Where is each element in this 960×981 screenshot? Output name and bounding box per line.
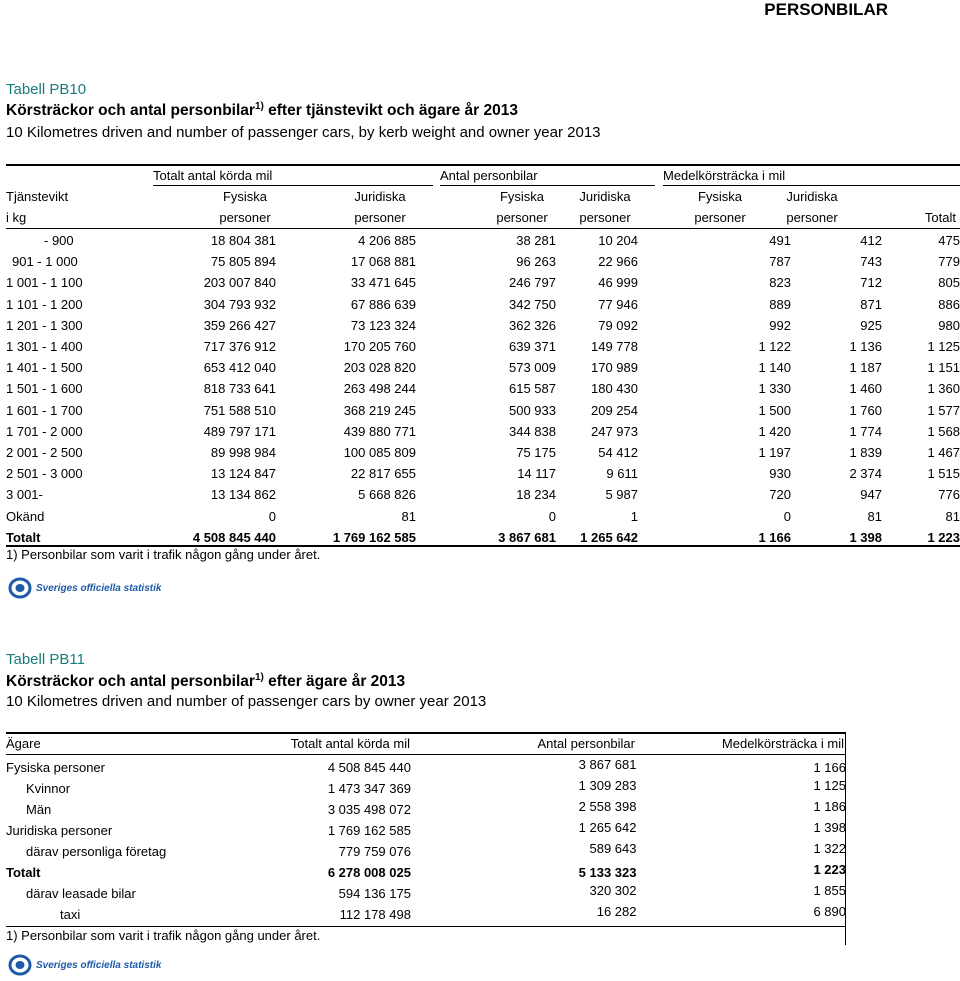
pb10-cell: 46 999 [598, 275, 638, 291]
pb10-cell: 1 760 [849, 402, 882, 418]
pb10-row-label: 1 201 - 1 300 [6, 317, 83, 333]
pb11-header-avg: Medelkörsträcka i mil [721, 736, 844, 751]
pb10-cell: 73 123 324 [350, 317, 416, 333]
pb10-total-cell: 1 223 [927, 529, 960, 545]
pb11-row-label: Fysiska personer [6, 760, 105, 775]
pb10-cell: 1 [630, 508, 638, 524]
pb10-cell: 776 [938, 487, 960, 503]
sos-logo-text: Sveriges officiella statistik [36, 582, 162, 594]
pb11-cell: 589 643 [589, 841, 637, 856]
pb11-cell: 1 166 [813, 760, 846, 775]
pb10-cell: 33 471 645 [350, 275, 416, 291]
pb10-group-header-1: Totalt antal körda mil [153, 168, 273, 183]
pb10-cell: 5 987 [605, 487, 638, 503]
pb11-cell: 1 855 [813, 883, 846, 898]
pb10-cell: 925 [860, 317, 882, 333]
pb10-top-rule [6, 164, 960, 166]
pb10-cell: 1 136 [849, 339, 882, 355]
pb10-cell: 170 205 760 [343, 339, 416, 355]
pb10-cell: 889 [769, 296, 791, 312]
pb10-cell: 79 092 [598, 317, 638, 333]
pb10-cell: 10 204 [598, 233, 638, 249]
pb10-cell: 489 797 171 [203, 423, 276, 439]
pb10-cell: 1 467 [927, 444, 960, 460]
pb10-col-top-2: Juridiska [354, 189, 406, 204]
pb10-cell: 75 805 894 [210, 254, 276, 270]
pb10-table [6, 230, 960, 548]
pb10-col-bottom-1: personer [219, 210, 271, 225]
pb10-row-label: 901 - 1 000 [12, 254, 78, 270]
pb11-heading-rest: efter ägare år 2013 [263, 673, 406, 691]
pb10-group-rule-2 [440, 185, 655, 186]
pb10-cell: 38 281 [516, 233, 556, 249]
table-row [6, 883, 846, 904]
pb11-cell: 2 558 398 [578, 799, 637, 814]
pb10-row-label: 3 001- [6, 487, 43, 503]
pb10-group-header-2: Antal personbilar [440, 168, 538, 183]
table-row [6, 357, 960, 378]
pb10-cell: 246 797 [509, 275, 556, 291]
pb11-top-rule [6, 732, 846, 734]
pb10-cell: 359 266 427 [203, 317, 276, 333]
pb10-cell: 22 817 655 [350, 466, 416, 482]
pb11-table [6, 757, 846, 925]
pb10-total-cell: 1 769 162 585 [332, 529, 416, 545]
pb10-col-bottom-2: personer [354, 210, 406, 225]
pb10-cell: 1 187 [849, 360, 882, 376]
pb10-heading-sup: 1) [254, 101, 264, 112]
pb11-footnote: 1) Personbilar som varit i trafik någon gång under året. [6, 928, 321, 943]
pb11-cell: 320 302 [589, 883, 637, 898]
table-row [6, 230, 960, 251]
sos-logo-icon [8, 577, 32, 599]
pb10-cell: 203 028 820 [343, 360, 416, 376]
pb10-cell: 96 263 [516, 254, 556, 270]
table-row [6, 251, 960, 272]
pb10-cell: 639 371 [509, 339, 556, 355]
pb11-cell: 6 278 008 025 [327, 865, 411, 880]
pb11-row-label: Kvinnor [26, 781, 71, 796]
pb10-cell: 304 793 932 [203, 296, 276, 312]
pb11-cell: 112 178 498 [339, 907, 411, 922]
pb10-cell: 751 588 510 [203, 402, 276, 418]
pb10-cell: 1 330 [758, 381, 791, 397]
pb10-cell: 18 234 [516, 487, 556, 503]
pb10-cell: 67 886 639 [350, 296, 416, 312]
pb11-cell: 1 473 347 369 [327, 781, 411, 796]
pb10-total-cell: 1 398 [849, 529, 882, 545]
pb11-cell: 6 890 [813, 904, 846, 919]
pb10-cell: 1 122 [758, 339, 791, 355]
pb10-cell: 75 175 [516, 444, 556, 460]
pb10-cell: 362 326 [509, 317, 556, 333]
pb11-cell: 5 133 323 [578, 865, 637, 880]
pb10-cell: 81 [867, 508, 882, 524]
pb10-cell: 1 360 [927, 381, 960, 397]
table-row [6, 400, 960, 421]
pb11-row-label: Män [26, 802, 52, 817]
pb11-header-owner: Ägare [6, 736, 41, 751]
pb11-row-label: taxi [60, 907, 81, 922]
table-row [6, 421, 960, 442]
pb11-header-rule [6, 754, 846, 755]
pb10-cell: 1 515 [927, 466, 960, 482]
pb10-cell: 0 [268, 508, 276, 524]
table-row [6, 315, 960, 336]
table-row [6, 904, 846, 925]
pb11-heading-sup: 1) [254, 672, 264, 683]
table-row [6, 463, 960, 484]
pb11-cell: 1 186 [813, 799, 846, 814]
pb10-col-top-5: Fysiska [697, 189, 743, 204]
table-row [6, 778, 846, 799]
pb10-cell: 5 668 826 [358, 487, 416, 503]
pb11-cell: 1 223 [813, 862, 846, 877]
pb10-cell: 712 [860, 275, 882, 291]
pb10-total-cell: 1 265 642 [580, 529, 638, 545]
pb10-row-header-2: i kg [6, 210, 27, 225]
pb10-cell: 170 989 [591, 360, 638, 376]
pb10-group-header-3: Medelkörsträcka i mil [663, 168, 786, 183]
pb10-cell: 947 [860, 487, 882, 503]
pb10-cell: 980 [938, 317, 960, 333]
pb10-col-top-6: Juridiska [786, 189, 838, 204]
pb10-cell: 871 [860, 296, 882, 312]
pb10-cell: 717 376 912 [203, 339, 276, 355]
pb10-row-label: 1 501 - 1 600 [6, 381, 83, 397]
pb10-group-rule-1 [153, 185, 433, 186]
pb10-col-top-1: Fysiska [222, 189, 268, 204]
table-row [6, 841, 846, 862]
pb10-cell: 412 [860, 233, 882, 249]
pb11-cell: 3 867 681 [578, 757, 637, 772]
pb10-subtitle: 10 Kilometres driven and number of passenger cars, by kerb weight and owner year 2013 [6, 124, 601, 141]
pb10-row-label: 2 001 - 2 500 [6, 444, 83, 460]
pb11-label: Tabell PB11 [6, 651, 85, 668]
pb10-col-top-3: Fysiska [499, 189, 545, 204]
pb11-cell: 1 265 642 [578, 820, 637, 835]
pb10-cell: 344 838 [509, 423, 556, 439]
sos-logo-icon [8, 954, 32, 976]
pb10-cell: 368 219 245 [343, 402, 416, 418]
pb11-bottom-rule [6, 926, 846, 927]
pb10-label: Tabell PB10 [6, 81, 87, 98]
pb10-cell: 149 778 [591, 339, 638, 355]
table-row [6, 336, 960, 357]
pb10-cell: 89 998 984 [210, 444, 276, 460]
pb10-cell: 1 839 [849, 444, 882, 460]
table-row [6, 294, 960, 315]
pb10-cell: 263 498 244 [343, 381, 416, 397]
pb11-header-cars: Antal personbilar [537, 736, 635, 751]
table-row [6, 442, 960, 463]
pb10-row-label: 1 401 - 1 500 [6, 360, 83, 376]
pb10-row-label: 1 101 - 1 200 [6, 296, 83, 312]
pb10-header-rule [6, 228, 960, 229]
pb10-cell: 1 420 [758, 423, 791, 439]
pb10-row-label: 1 301 - 1 400 [6, 339, 83, 355]
pb10-cell: 743 [860, 254, 882, 270]
pb10-cell: 54 412 [598, 444, 638, 460]
table-row [6, 484, 960, 505]
pb11-heading [6, 672, 405, 691]
table-row [6, 272, 960, 293]
pb10-row-label: Okänd [6, 508, 45, 524]
pb10-cell: 18 804 381 [210, 233, 276, 249]
table-row [6, 799, 846, 820]
pb10-cell: 0 [548, 508, 556, 524]
pb10-cell: 886 [938, 296, 960, 312]
pb11-cell: 4 508 845 440 [327, 760, 411, 775]
pb10-cell: 14 117 [517, 466, 556, 482]
pb10-cell: 653 412 040 [203, 360, 276, 376]
pb11-cell: 1 322 [813, 841, 846, 856]
pb10-cell: 1 568 [927, 423, 960, 439]
pb10-cell: 1 774 [849, 423, 882, 439]
pb10-cell: 2 374 [849, 466, 882, 482]
pb10-group-rule-3 [663, 185, 960, 186]
pb10-col-bottom-4: personer [579, 210, 631, 225]
pb11-cell: 1 125 [813, 778, 846, 793]
pb10-cell: 247 973 [591, 423, 638, 439]
pb10-cell: 491 [769, 233, 791, 249]
pb10-cell: 1 500 [758, 402, 791, 418]
pb10-cell: 81 [945, 508, 960, 524]
pb10-cell: 209 254 [591, 402, 638, 418]
pb10-col-bottom-6: personer [786, 210, 838, 225]
table-row [6, 757, 846, 778]
pb10-cell: 1 577 [927, 402, 960, 418]
pb11-header-mil: Totalt antal körda mil [290, 736, 410, 751]
sos-logo [8, 577, 161, 599]
pb10-row-label: 1 701 - 2 000 [6, 423, 83, 439]
pb10-cell: 930 [769, 466, 791, 482]
pb10-cell: 818 733 641 [203, 381, 276, 397]
pb11-subtitle: 10 Kilometres driven and number of passenger cars by owner year 2013 [6, 693, 487, 710]
pb10-row-label: - 900 [44, 233, 74, 249]
pb10-cell: 203 007 840 [203, 275, 276, 291]
pb10-cell: 9 611 [606, 466, 638, 482]
pb10-cell: 475 [938, 233, 960, 249]
pb10-cell: 1 140 [758, 360, 791, 376]
pb10-cell: 615 587 [509, 381, 556, 397]
pb10-total-cell: 4 508 845 440 [192, 529, 276, 545]
pb11-row-label: Totalt [6, 865, 41, 880]
pb11-row-label: Juridiska personer [6, 823, 113, 838]
pb10-total-label: Totalt [6, 529, 41, 545]
pb11-cell: 1 309 283 [578, 778, 637, 793]
pb10-col-bottom-7: Totalt [924, 210, 956, 225]
pb10-cell: 13 124 847 [210, 466, 276, 482]
pb10-cell: 823 [769, 275, 791, 291]
pb10-total-cell: 1 166 [758, 529, 791, 545]
pb10-cell: 805 [938, 275, 960, 291]
pb10-cell: 100 085 809 [343, 444, 416, 460]
pb10-heading-rest: efter tjänstevikt och ägare år 2013 [263, 102, 518, 120]
pb10-row-header-1: Tjänstevikt [6, 189, 69, 204]
pb10-cell: 342 750 [509, 296, 556, 312]
pb11-cell: 16 282 [596, 904, 637, 919]
pb10-cell: 779 [938, 254, 960, 270]
pb10-cell: 13 134 862 [210, 487, 276, 503]
pb10-cell: 180 430 [591, 381, 638, 397]
table-row [6, 378, 960, 399]
pb11-cell: 1 769 162 585 [327, 823, 411, 838]
pb10-cell: 1 197 [758, 444, 791, 460]
pb10-col-bottom-3: personer [496, 210, 548, 225]
pb10-cell: 439 880 771 [343, 423, 416, 439]
pb11-cell: 1 398 [813, 820, 846, 835]
pb11-row-label: därav personliga företag [26, 844, 167, 859]
pb10-col-bottom-5: personer [694, 210, 746, 225]
table-row [6, 862, 846, 883]
sos-logo-text: Sveriges officiella statistik [36, 959, 162, 971]
pb10-total-cell: 3 867 681 [498, 529, 556, 545]
pb11-row-label: därav leasade bilar [26, 886, 136, 901]
pb11-cell: 594 136 175 [338, 886, 411, 901]
table-row [6, 820, 846, 841]
pb10-cell: 81 [401, 508, 416, 524]
pb10-row-label: 2 501 - 3 000 [6, 466, 83, 482]
pb10-cell: 17 068 881 [350, 254, 416, 270]
pb10-cell: 992 [769, 317, 791, 333]
pb10-cell: 500 933 [509, 402, 556, 418]
pb10-cell: 0 [783, 508, 791, 524]
pb10-cell: 720 [769, 487, 791, 503]
page-header: PERSONBILAR [764, 0, 888, 19]
pb11-cell: 3 035 498 072 [327, 802, 411, 817]
pb10-cell: 1 151 [927, 360, 960, 376]
pb10-heading [6, 101, 518, 120]
pb10-cell: 77 946 [598, 296, 638, 312]
pb10-cell: 573 009 [509, 360, 556, 376]
pb10-row-label: 1 601 - 1 700 [6, 402, 83, 418]
pb10-footnote: 1) Personbilar som varit i trafik någon gång under året. [6, 547, 321, 562]
pb10-cell: 1 125 [927, 339, 960, 355]
pb11-heading-text: Körsträckor och antal personbilar [6, 673, 255, 691]
pb10-cell: 1 460 [849, 381, 882, 397]
pb10-cell: 787 [769, 254, 791, 270]
pb10-cell: 22 966 [598, 254, 638, 270]
pb10-heading-text: Körsträckor och antal personbilar [6, 102, 255, 120]
pb11-cell: 779 759 076 [338, 844, 411, 859]
pb10-row-label: 1 001 - 1 100 [6, 275, 83, 291]
sos-logo-bottom [8, 954, 161, 976]
pb10-cell: 4 206 885 [358, 233, 416, 249]
pb10-col-top-4: Juridiska [579, 189, 631, 204]
table-row [6, 505, 960, 526]
